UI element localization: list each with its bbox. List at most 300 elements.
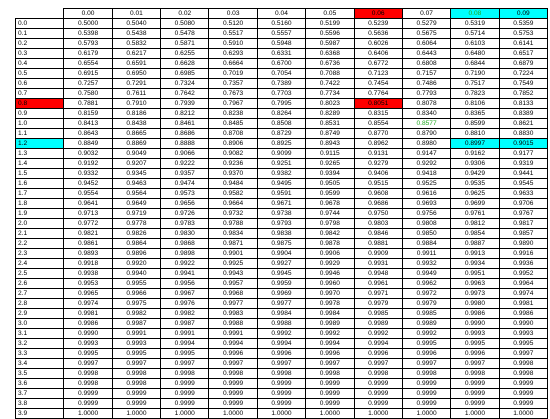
row-header-z: 0.7 [16,89,64,99]
table-cell: 0.7291 [112,79,160,89]
table-cell: 0.9979 [402,299,450,309]
table-cell: 0.9608 [354,189,402,199]
table-cell: 0.9911 [402,249,450,259]
table-cell: 0.9999 [306,389,354,399]
table-cell: 0.9998 [64,369,112,379]
row-header-z: 0.3 [16,49,64,59]
table-row [16,59,548,69]
table-cell: 0.7673 [209,89,257,99]
table-cell: 0.8888 [161,139,209,149]
table-cell: 0.8810 [451,129,499,139]
table-cell: 0.9505 [306,179,354,189]
table-cell: 0.9996 [451,349,499,359]
table-cell: 0.9922 [161,259,209,269]
table-cell: 0.9564 [112,189,160,199]
table-cell: 0.9370 [209,169,257,179]
row-header-z: 3.2 [16,339,64,349]
table-cell: 0.6554 [64,59,112,69]
table-cell: 0.9999 [257,379,305,389]
table-cell: 0.9406 [354,169,402,179]
table-cell: 0.9993 [499,329,547,339]
table-cell: 0.9713 [64,209,112,219]
table-cell: 0.5793 [64,39,112,49]
row-header-z: 0.6 [16,79,64,89]
table-cell: 0.9535 [451,179,499,189]
table-cell: 0.7995 [257,99,305,109]
table-cell: 0.9920 [112,259,160,269]
table-cell: 0.9032 [64,149,112,159]
table-cell: 0.9495 [257,179,305,189]
row-header-z: 3.9 [16,409,64,419]
table-cell: 0.9693 [402,199,450,209]
table-cell: 0.9441 [499,169,547,179]
table-cell: 0.9778 [112,219,160,229]
table-cell: 0.9936 [499,259,547,269]
table-cell: 0.9999 [306,399,354,409]
table-cell: 1.0000 [161,409,209,419]
table-cell: 0.9875 [257,239,305,249]
row-header-z: 3.8 [16,399,64,409]
table-cell: 0.9357 [161,169,209,179]
table-cell: 0.9418 [402,169,450,179]
table-cell: 0.5596 [306,29,354,39]
table-cell: 0.9998 [354,369,402,379]
table-cell: 0.9761 [451,209,499,219]
table-cell: 0.9982 [112,309,160,319]
table-cell: 0.9997 [257,359,305,369]
row-header-z: 2.1 [16,229,64,239]
table-cell: 0.6591 [112,59,160,69]
table-cell: 0.9999 [499,389,547,399]
table-cell: 0.9999 [354,379,402,389]
table-cell: 1.0000 [402,409,450,419]
table-cell: 0.9997 [306,359,354,369]
table-cell: 0.7642 [161,89,209,99]
table-cell: 0.9956 [161,279,209,289]
row-header-z: 1.1 [16,129,64,139]
table-cell: 0.6179 [64,49,112,59]
row-header-z: 2.4 [16,259,64,269]
table-cell: 0.9971 [354,289,402,299]
table-cell: 0.9998 [306,369,354,379]
table-cell: 0.9994 [161,339,209,349]
table-cell: 0.9997 [64,359,112,369]
table-cell: 0.8708 [209,129,257,139]
table-cell: 0.9099 [257,149,305,159]
table-cell: 0.9251 [257,159,305,169]
table-cell: 0.9306 [451,159,499,169]
table-cell: 0.8133 [499,99,547,109]
table-cell: 1.0000 [354,409,402,419]
table-cell: 0.6808 [402,59,450,69]
table-row [16,289,548,299]
table-cell: 0.8186 [112,109,160,119]
table-cell: 0.9996 [402,349,450,359]
table-cell: 0.9545 [499,179,547,189]
table-row [16,409,548,419]
table-cell: 0.9983 [209,309,257,319]
table-cell: 0.6293 [209,49,257,59]
table-cell: 0.5832 [112,39,160,49]
table-cell: 0.6517 [499,49,547,59]
table-row [16,229,548,239]
row-header-z: 0.0 [16,19,64,29]
table-cell: 0.9998 [64,379,112,389]
table-cell: 0.9977 [257,299,305,309]
table-cell: 0.5239 [354,19,402,29]
table-cell: 0.8869 [112,139,160,149]
table-cell: 0.7486 [402,79,450,89]
table-cell: 0.9991 [209,329,257,339]
table-cell: 0.8264 [257,109,305,119]
table-cell: 0.7019 [209,69,257,79]
table-cell: 0.9699 [451,199,499,209]
table-cell: 0.9463 [112,179,160,189]
table-cell: 0.8078 [402,99,450,109]
table-cell: 0.9999 [209,379,257,389]
table-row [16,319,548,329]
table-cell: 0.9817 [499,219,547,229]
table-row [16,149,548,159]
table-cell: 0.9993 [112,339,160,349]
table-cell: 0.9793 [257,219,305,229]
table-cell: 0.9997 [161,359,209,369]
table-cell: 0.9999 [451,379,499,389]
table-cell: 0.8577 [402,119,450,129]
table-cell: 0.8212 [161,109,209,119]
table-cell: 0.9977 [209,299,257,309]
table-cell: 0.7580 [64,89,112,99]
table-cell: 0.8159 [64,109,112,119]
table-cell: 0.9998 [161,369,209,379]
table-cell: 0.8962 [354,139,402,149]
table-cell: 0.9986 [64,319,112,329]
table-cell: 0.9932 [402,259,450,269]
table-cell: 0.9999 [64,389,112,399]
table-cell: 0.9975 [112,299,160,309]
table-cell: 0.8980 [402,139,450,149]
table-cell: 0.7454 [354,79,402,89]
table-cell: 0.5000 [64,19,112,29]
table-cell: 0.9554 [64,189,112,199]
table-cell: 0.9978 [306,299,354,309]
table-cell: 0.7088 [306,69,354,79]
table-cell: 0.9664 [209,199,257,209]
table-cell: 0.8531 [306,119,354,129]
table-cell: 0.9989 [354,319,402,329]
table-row [16,349,548,359]
table-cell: 0.8461 [161,119,209,129]
row-header-z: 1.0 [16,119,64,129]
table-cell: 0.9750 [354,209,402,219]
table-cell: 0.9955 [112,279,160,289]
table-cell: 0.9452 [64,179,112,189]
table-cell: 0.7852 [499,89,547,99]
table-cell: 0.9999 [354,399,402,409]
table-cell: 0.5319 [451,19,499,29]
row-header-z: 3.0 [16,319,64,329]
row-header-z: 2.2 [16,239,64,249]
column-header: 0.05 [306,9,354,19]
row-header-z: 3.4 [16,359,64,369]
table-cell: 0.7764 [354,89,402,99]
table-row [16,329,548,339]
table-cell: 0.9996 [257,349,305,359]
table-cell: 0.5080 [161,19,209,29]
table-row [16,259,548,269]
table-cell: 0.9656 [161,199,209,209]
table-cell: 0.8315 [354,109,402,119]
table-cell: 0.9992 [354,329,402,339]
table-cell: 0.9997 [209,359,257,369]
table-cell: 0.9999 [499,379,547,389]
table-cell: 0.5675 [402,29,450,39]
table-row [16,29,548,39]
table-cell: 1.0000 [451,409,499,419]
table-cell: 0.8790 [402,129,450,139]
table-cell: 0.9887 [451,239,499,249]
table-cell: 0.6664 [209,59,257,69]
table-cell: 0.9981 [64,309,112,319]
column-header-row [16,9,548,19]
table-cell: 0.9884 [402,239,450,249]
table-cell: 0.6141 [499,39,547,49]
table-cell: 0.9995 [451,339,499,349]
table-cell: 0.7257 [64,79,112,89]
table-cell: 0.6368 [306,49,354,59]
table-cell: 0.9981 [499,299,547,309]
table-cell: 0.9868 [161,239,209,249]
table-row [16,239,548,249]
table-row [16,369,548,379]
table-cell: 0.9997 [354,359,402,369]
column-header: 0.09 [499,9,547,19]
table-cell: 0.6844 [451,59,499,69]
table-cell: 0.9906 [306,249,354,259]
table-cell: 0.8729 [257,129,305,139]
table-cell: 0.8485 [209,119,257,129]
row-header-z: 3.5 [16,369,64,379]
table-row [16,129,548,139]
table-cell: 0.5279 [402,19,450,29]
row-header-z: 3.3 [16,349,64,359]
table-cell: 0.9783 [161,219,209,229]
table-cell: 0.9957 [209,279,257,289]
table-row [16,299,548,309]
table-cell: 0.9625 [451,189,499,199]
table-cell: 0.8599 [451,119,499,129]
table-cell: 0.9995 [402,339,450,349]
table-cell: 0.9995 [161,349,209,359]
table-cell: 0.9985 [354,309,402,319]
table-cell: 0.9946 [306,269,354,279]
table-cell: 0.8943 [306,139,354,149]
table-cell: 0.9994 [306,339,354,349]
table-cell: 0.9998 [499,369,547,379]
table-cell: 0.8389 [499,109,547,119]
table-cell: 0.9969 [257,289,305,299]
table-cell: 0.9990 [64,329,112,339]
table-cell: 0.9949 [402,269,450,279]
row-header-z: 2.3 [16,249,64,259]
table-cell: 0.8770 [354,129,402,139]
row-header-z: 2.9 [16,309,64,319]
table-cell: 0.6255 [161,49,209,59]
table-row [16,309,548,319]
table-cell: 0.9988 [257,319,305,329]
table-cell: 0.9798 [306,219,354,229]
table-cell: 0.9999 [161,399,209,409]
table-cell: 0.9998 [499,359,547,369]
column-header: 0.03 [209,9,257,19]
table-cell: 0.6915 [64,69,112,79]
table-cell: 0.8023 [306,99,354,109]
table-row [16,89,548,99]
table-cell: 0.9967 [161,289,209,299]
table-cell: 0.9994 [257,339,305,349]
table-row [16,249,548,259]
row-header-z: 1.6 [16,179,64,189]
table-row [16,79,548,89]
table-cell: 0.9726 [161,209,209,219]
table-cell: 0.8906 [209,139,257,149]
table-row [16,389,548,399]
table-cell: 0.6103 [451,39,499,49]
table-cell: 0.9929 [306,259,354,269]
table-cell: 0.8686 [161,129,209,139]
table-cell: 0.9999 [306,379,354,389]
table-cell: 0.9916 [499,249,547,259]
table-cell: 0.6406 [354,49,402,59]
table-row [16,19,548,29]
standard-normal-table [15,8,548,419]
table-cell: 0.9948 [354,269,402,279]
table-cell: 0.9898 [161,249,209,259]
table-cell: 0.9972 [402,289,450,299]
table-cell: 0.5517 [209,29,257,39]
table-cell: 0.5199 [306,19,354,29]
table-cell: 0.9904 [257,249,305,259]
z-table-container [15,8,548,419]
table-cell: 0.9901 [209,249,257,259]
table-cell: 0.9641 [64,199,112,209]
table-cell: 0.9996 [354,349,402,359]
table-cell: 0.8849 [64,139,112,149]
table-cell: 0.9998 [112,379,160,389]
table-cell: 0.9998 [402,369,450,379]
table-cell: 0.9999 [402,389,450,399]
table-cell: 0.7357 [209,79,257,89]
table-cell: 1.0000 [112,409,160,419]
row-header-z: 0.9 [16,109,64,119]
column-header: 0.08 [451,9,499,19]
table-cell: 0.7939 [161,99,209,109]
table-row [16,269,548,279]
table-cell: 0.7324 [161,79,209,89]
table-cell: 0.8238 [209,109,257,119]
table-cell: 0.8413 [64,119,112,129]
table-row [16,209,548,219]
table-cell: 0.7389 [257,79,305,89]
table-cell: 0.9767 [499,209,547,219]
row-header-z: 2.0 [16,219,64,229]
table-cell: 0.9429 [451,169,499,179]
table-cell: 0.9788 [209,219,257,229]
table-cell: 0.9015 [499,139,547,149]
table-cell: 0.8830 [499,129,547,139]
row-header-z: 1.9 [16,209,64,219]
table-cell: 0.9525 [402,179,450,189]
table-cell: 0.9345 [112,169,160,179]
table-cell: 0.6331 [257,49,305,59]
table-cell: 0.9633 [499,189,547,199]
table-cell: 0.9515 [354,179,402,189]
table-cell: 0.5478 [161,29,209,39]
column-header: 0.02 [161,9,209,19]
table-cell: 0.9830 [161,229,209,239]
table-row [16,399,548,409]
table-cell: 0.9896 [112,249,160,259]
table-cell: 1.0000 [499,409,547,419]
table-cell: 0.9484 [209,179,257,189]
table-cell: 0.9962 [402,279,450,289]
table-cell: 1.0000 [64,409,112,419]
table-cell: 0.9953 [64,279,112,289]
table-cell: 0.5438 [112,29,160,39]
table-cell: 0.9992 [257,329,305,339]
row-header-z: 3.6 [16,379,64,389]
table-cell: 0.9177 [499,149,547,159]
table-cell: 0.6064 [402,39,450,49]
table-cell: 0.9850 [402,229,450,239]
table-cell: 0.5910 [209,39,257,49]
table-cell: 0.9991 [112,329,160,339]
table-cell: 0.9834 [209,229,257,239]
table-cell: 0.9864 [112,239,160,249]
column-header: 0.06 [354,9,402,19]
table-cell: 0.9999 [112,389,160,399]
table-cell: 0.9591 [257,189,305,199]
table-cell: 0.9686 [354,199,402,209]
table-cell: 0.9970 [306,289,354,299]
table-cell: 0.7881 [64,99,112,109]
table-cell: 0.8925 [257,139,305,149]
table-cell: 0.8621 [499,119,547,129]
table-cell: 0.9319 [499,159,547,169]
table-cell: 0.9984 [306,309,354,319]
table-cell: 0.7157 [402,69,450,79]
table-cell: 0.9940 [112,269,160,279]
table-row [16,169,548,179]
table-cell: 0.9989 [306,319,354,329]
table-cell: 0.5040 [112,19,160,29]
table-cell: 0.5160 [257,19,305,29]
table-cell: 0.9678 [306,199,354,209]
table-cell: 0.9999 [499,399,547,409]
table-cell: 0.6628 [161,59,209,69]
table-cell: 0.7422 [306,79,354,89]
table-cell: 0.9961 [354,279,402,289]
table-cell: 0.6026 [354,39,402,49]
table-cell: 0.5714 [451,29,499,39]
table-cell: 0.9890 [499,239,547,249]
row-header-z: 0.8 [16,99,64,109]
table-cell: 0.9997 [499,349,547,359]
table-cell: 0.9966 [112,289,160,299]
table-cell: 0.9987 [161,319,209,329]
table-cell: 0.9980 [451,299,499,309]
table-cell: 0.9599 [306,189,354,199]
